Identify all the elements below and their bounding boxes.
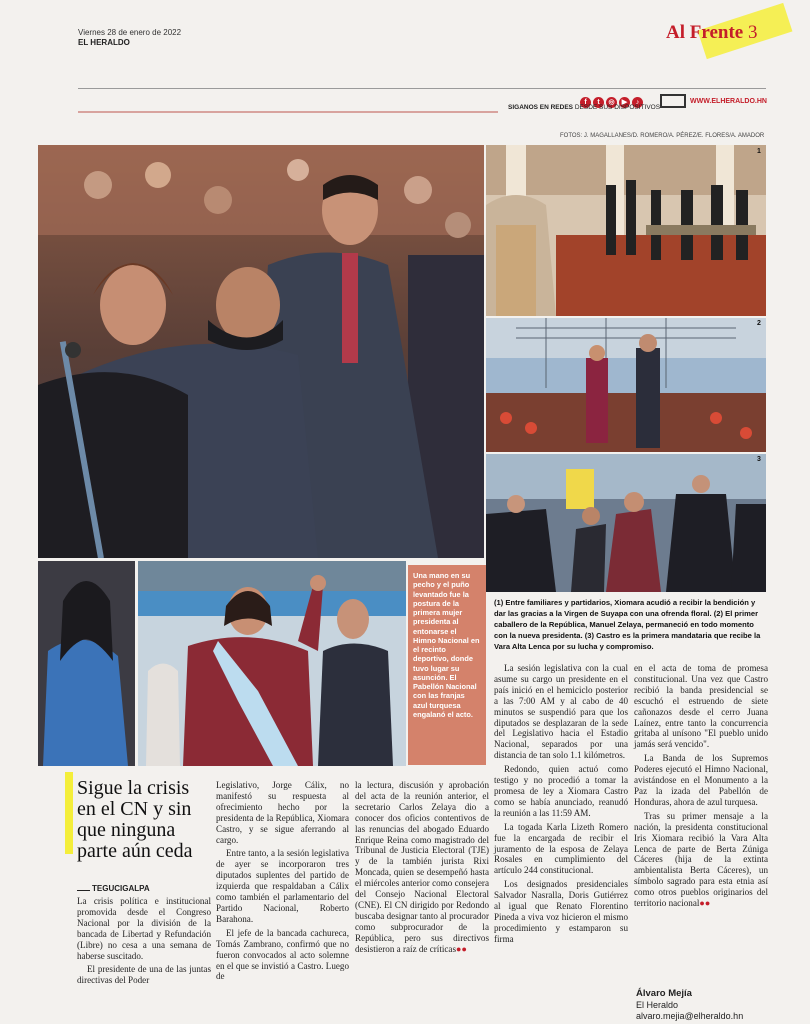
author-org: El Heraldo: [636, 999, 679, 1010]
photo-number-1: 1: [757, 148, 761, 155]
facebook-icon[interactable]: f: [580, 97, 591, 108]
paragraph: La Banda de los Supremos Poderes ejecutó el Himno Nacional, avistándose en el Monumento a la Paz la izada del Pabellón de Honduras, ahora de azul turquesa.: [634, 753, 768, 807]
author-signature: [636, 988, 743, 1022]
social-label: SIGANOS EN REDES DESDE SUS DISPOSITIVOS: [508, 104, 661, 111]
page-number: 3: [747, 22, 758, 43]
photo-president-anthem: [138, 561, 406, 766]
paragraph: Legislativo, Jorge Cálix, no manifestó su respuesta al ofrecimiento hecho por la presidenta de la República, Xiomara Castro, y se sigue aferrando al cargo.: [216, 780, 349, 845]
devices-icon: [660, 94, 686, 108]
social-divider: [78, 111, 498, 113]
photo-1-basilica: [486, 145, 766, 316]
paragraph: La sesión legislativa con la cual asume su cargo un presidente en el país inició en el hemiciclo posterior a las 7:00 AM y al cabo de 40 minutos se suspendió para que los diputados se desplazaran de la sede del Legislativo hacia el Estadio Nacional, separados por una distancia de tan solo 1.1 kilómetros.: [494, 663, 628, 761]
highlighter-mark-headline: [65, 772, 73, 854]
twitter-icon[interactable]: t: [593, 97, 604, 108]
main-photo-inauguration: [38, 145, 484, 558]
header-divider: [78, 88, 766, 89]
paragraph: El presidente de una de las juntas directivas del Poder: [77, 964, 211, 986]
photo-credits: FOTOS: J. MAGALLANES/D. ROMERO/A. PÉREZ/E. FLORES/A. AMADOR: [560, 133, 765, 139]
photo-2-stage: [486, 318, 766, 452]
photo-3-vara-alta: [486, 454, 766, 592]
section-title: Al Frente 3: [666, 22, 758, 43]
paragraph: Los designados presidenciales Salvador Nasralla, Doris Gutiérrez al igual que Renato Florentino Pineda a viva voz hicieron el mismo procedimiento y estamparon su firma: [494, 879, 628, 944]
photo-number-3: 3: [757, 456, 761, 463]
dateline: TEGUCIGALPA: [92, 884, 150, 893]
article-headline: Sigue la crisis en el CN y sin que ninguna parte aún ceda: [77, 777, 193, 862]
paragraph: Tras su primer mensaje a la nación, la presidenta constitucional Iris Xiomara recibió la Vara Alta Lenca de parte de Berta Zúniga Cáceres (hija de la extinta ambientalista Berta Cáceres), un símbolo sagrado para esta etnia así como otros pueblos originarios del territorio nacional: [634, 810, 768, 909]
author-email[interactable]: alvaro.mejia@elheraldo.hn: [636, 1011, 744, 1022]
article-column-5: [634, 663, 768, 912]
dateline-dash: [77, 890, 90, 891]
article-column-4: [494, 663, 628, 948]
issue-date: Viernes 28 de enero de 2022: [78, 28, 182, 37]
paragraph: La togada Karla Lizeth Romero fue la encargada de recibir el juramento de la esposa de Zelaya Rosales en cumplimiento del artículo 244 constitucional.: [494, 821, 628, 876]
article-column-3: [355, 780, 489, 958]
photo-number-2: 2: [757, 320, 761, 327]
paragraph: Redondo, quien actuó como testigo y no procedió a tomar la promesa de ley a Xiomara Castro como se había anunciado, reanudó la reunión a las 11:59 AM.: [494, 764, 628, 818]
paragraph: en el acta de toma de promesa constitucional. Una vez que Castro recibió la banda presidencial se escuchó el estruendo de siete cañonazos desde el cerro Juana Laínez, entre tanto la concurrencia gritaba al unísono "El pueblo unido jamás será vencido".: [634, 663, 768, 750]
website-url[interactable]: WWW.ELHERALDO.HN: [690, 98, 767, 105]
instagram-icon[interactable]: ◎: [606, 97, 617, 108]
photo-caption-anthem: Una mano en su pecho y el puño levantado fue la postura de la primera mujer presidenta al entonarse el Himno Nacional en el recinto deportivo, donde tuvo lugar su asunción. El Pabellón Nacional con las franjas azul turquesa engalanó el acto.: [408, 565, 486, 765]
photo-caption-numbered: (1) Entre familiares y partidarios, Xiomara acudió a recibir la bendición y dar las gracias a la Virgen de Suyapa con una ofrenda floral. (2) El primer caballero de la República, Manuel Zelaya, permaneció en todo momento con la nueva presidenta. (3) Castro es la primera mandataria que recibe la Vara Alta Lenca por su lucha y compromiso.: [494, 598, 761, 651]
paragraph: El jefe de la bancada cachureca, Tomás Zambrano, confirmó que no fueron convocados al acto solemne en el que se invistió a Castro. Luego de: [216, 927, 349, 982]
paragraph: La crisis política e institucional promovida desde el Congreso Nacional por la división de la bancada de Libertad y Refundación (Libre) no cesa a una semana de haberse suscitado.: [77, 896, 211, 961]
photo-woman-blue-dress: [38, 561, 135, 766]
youtube-icon[interactable]: ▶: [619, 97, 630, 108]
end-mark: ●●: [699, 898, 711, 909]
paragraph: la lectura, discusión y aprobación del acta de la reunión anterior, el secretario Carlos Zelaya dio a conocer dos oficios contentivos de las renuncias del abogado Eduardo Enrique Reina como magistrado del Tribunal de Justicia Electoral (TJE) y de la también jurista Rixi Moncada, quien se desempeñó hasta el miércoles anterior como consejera del Consejo Nacional Electoral (CNE). El CN dirigido por Redondo buscaba designar tanto al procurador como subprocurador de la República, pero sus directivos desistieron a raíz de críticas: [355, 780, 489, 954]
author-name: Álvaro Mejía: [636, 988, 692, 999]
end-mark: ●●: [456, 943, 467, 954]
newspaper-name: EL HERALDO: [78, 38, 130, 47]
article-column-2: [216, 780, 349, 985]
tiktok-icon[interactable]: ♪: [632, 97, 643, 108]
paragraph: Entre tanto, a la sesión legislativa de ayer se incorporaron tres diputados suplentes del partido de izquierda que respaldaban a Cálix como también el parlamentario del Partido Nacional, Roberto Barahona.: [216, 848, 349, 924]
article-column-1: [77, 896, 211, 989]
